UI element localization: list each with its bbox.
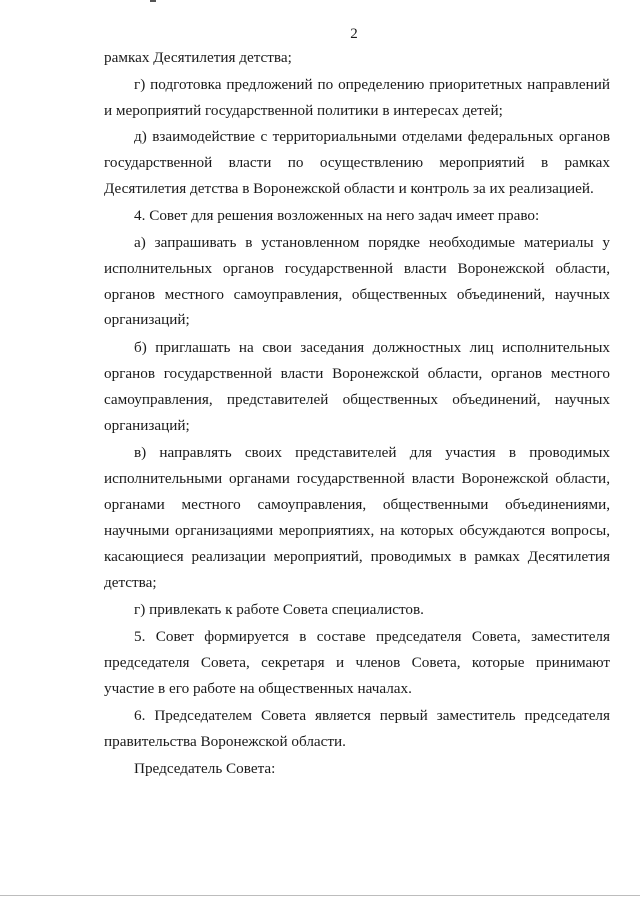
scan-artifact xyxy=(0,895,640,896)
text-line: правительства Воронежской области. xyxy=(104,733,346,750)
text-line: участие в его работе на общественных началах. xyxy=(104,680,412,697)
text-line: д) взаимодействие с территориальными отделами федеральных органов xyxy=(134,128,610,145)
page-number: 2 xyxy=(350,26,358,42)
text-line: органами местного самоуправления, общественными объединениями, xyxy=(104,496,610,513)
text-line: г) привлекать к работе Совета специалистов. xyxy=(134,601,424,618)
text-line: а) запрашивать в установленном порядке необходимые материалы у xyxy=(134,234,610,251)
text-line: Десятилетия детства в Воронежской области и контроль за их реализацией. xyxy=(104,180,594,197)
text-line: научными организациями мероприятиях, на которых обсуждаются вопросы, xyxy=(104,522,610,539)
text-line: самоуправления, представителей общественных объединений, научных xyxy=(104,391,610,408)
text-line: государственной власти по осуществлению мероприятий в рамках xyxy=(104,154,610,171)
text-line: б) приглашать на свои заседания должностных лиц исполнительных xyxy=(134,339,610,356)
text-line: органов государственной власти Воронежской области, органов местного xyxy=(104,365,610,382)
text-line: организаций; xyxy=(104,311,190,328)
text-line: 5. Совет формируется в составе председателя Совета, заместителя xyxy=(134,628,610,645)
text-line: органов местного самоуправления, общественных объединений, научных xyxy=(104,286,610,303)
text-line: в) направлять своих представителей для участия в проводимых xyxy=(134,444,610,461)
text-line: касающиеся реализации мероприятий, проводимых в рамках Десятилетия xyxy=(104,548,610,565)
text-line: организаций; xyxy=(104,417,190,434)
text-line: председателя Совета, секретаря и членов Совета, которые принимают xyxy=(104,654,610,671)
text-line: и мероприятий государственной политики в интересах детей; xyxy=(104,102,503,119)
text-line: 4. Совет для решения возложенных на него задач имеет право: xyxy=(134,207,540,224)
text-line: детства; xyxy=(104,574,157,591)
text-line: г) подготовка предложений по определению приоритетных направлений xyxy=(134,76,610,93)
scan-artifact xyxy=(150,0,156,2)
text-line: исполнительных органов государственной власти Воронежской области, xyxy=(104,260,610,277)
text-line: рамках Десятилетия детства; xyxy=(104,49,292,66)
text-line: 6. Председателем Совета является первый заместитель председателя xyxy=(134,707,610,724)
text-line: Председатель Совета: xyxy=(134,760,276,777)
text-line: исполнительными органами государственной власти Воронежской области, xyxy=(104,470,610,487)
